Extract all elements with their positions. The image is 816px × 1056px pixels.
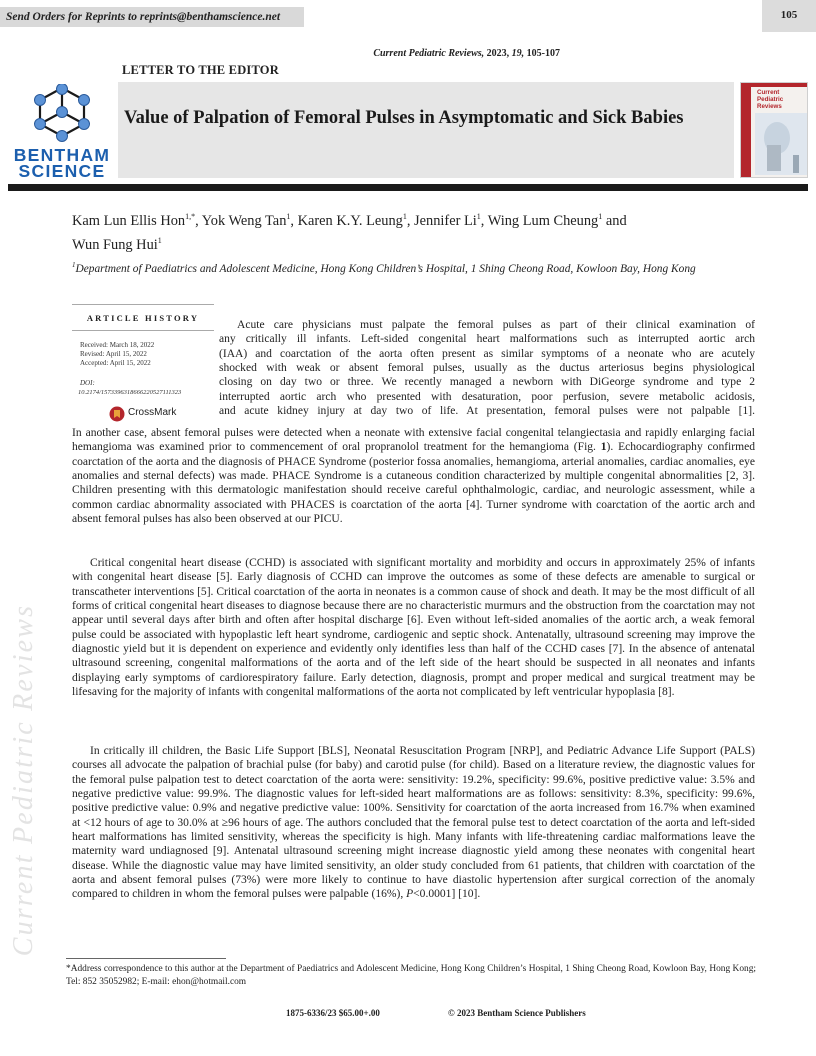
- journal-year: 2023,: [484, 48, 512, 59]
- paragraph-text: In another case, absent femoral pulses were detected when a neonate with extensive facial congenital telangiectasia and rapidly enlarging facial hemangioma was examined prior to commencement of oral propranolol treatment for the hemangioma (Fig.: [72, 427, 755, 454]
- journal-cover-thumbnail: [740, 82, 808, 178]
- journal-watermark: Current Pediatric Reviews: [8, 603, 39, 957]
- author: Wing Lum Cheung: [487, 212, 599, 229]
- revised-date: Revised: April 15, 2022: [80, 350, 147, 358]
- journal-citation: [300, 48, 560, 59]
- doi-label: DOI:: [80, 379, 95, 387]
- text-line: shocked with weak or absent femoral pulses, usually as the ductus arteriosus begins physiological: [219, 362, 755, 375]
- paragraph-text: ). Echocardiography confirmed coarctation of the aorta and the diagnosis of PHACE Syndrome (posterior fossa anomalies, hemangioma, arterial anomalies, cardiac anomalies, eye anomalies and sternal defects) was made. PHACE Syndrome is a cutaneous condition characterized by multiple congenital abnormalities [2, 3]. Children presenting with this dermatologic manifestation should receive careful ophthalmologic, cardiac, and neurologic assessment, while a common cardiac abnormality associated with PHACES is coarctation of the aorta [4]. Turner syndrome with coarctation of the aortic arch and absent femoral pulses has also been observed at our PICU.: [72, 441, 755, 526]
- bentham-science-logo: [10, 84, 114, 180]
- author-affiliation-mark: 1: [402, 212, 407, 221]
- molecule-icon: [10, 84, 114, 146]
- paragraph-text: In critically ill children, the Basic Life Support [BLS], Neonatal Resuscitation Program [NRP], and Pediatric Advance Life Support (PALS) courses all advocate the palpation of brachial pulse (for baby) and carotid pulse (for child). Based on a literature review, the diagnostic values for the femoral pulse palpation test to detect coarctation of the aorta were: sensitivity: 19.2%, specificity: 99.6%, positive predictive value: 3.5% and negative predictive value: 99.9%. The diagnostic values for left-sided heart malformations are as follows: sensitivity: 8.3%, specificity: 99.6%, positive predictive value: 0.9% and negative predictive value: 100%. Sensitivity for coarctation of the aorta increased from 16.7% when examined at <12 hours of age to 30.0% at ≥96 hours of age. The authors concluded that the femoral pulse test to detect coarctation of the aorta and left-sided heart malformations has limited sensitivity, whereas the specificity is high. Many infants with life-threatening cardiac malformations leave the maternity ward undiagnosed [9]. Antenatal ultrasound screening might increase diagnostic yield among these neonates with congenital heart disease. While the diagnostic value may have limited sensitivity, an older study concluded from 61 patients, that children with coarctation of the aorta and absent femoral pulses (73%) were more likely to continue to have diastolic hypertension after surgical correction of the anomaly compared to children in whom the femoral pulses were palpable (16%),: [72, 745, 755, 901]
- crossmark-icon: [109, 406, 125, 422]
- received-date: Received: March 18, 2022: [80, 341, 155, 349]
- issn-price: 1875-6336/23 $65.00+.00: [286, 1008, 380, 1018]
- text-line: Acute care physicians must palpate the femoral pulses as part of their clinical examination of: [237, 319, 755, 331]
- paragraph-2: [72, 556, 755, 699]
- figure-reference[interactable]: 1: [600, 441, 607, 454]
- title-band: [118, 82, 734, 178]
- correspondence-footnote: *Address correspondence to this author at the Department of Paediatrics and Adolescent Medicine, Hong Kong Children’s Hospital, 1 Shing Cheong Road, Kowloon Bay, Hong Kong; Tel: 852 35052982; E-mail: ehon@hotmail.com: [66, 964, 756, 987]
- footnote-rule: [66, 958, 226, 959]
- author-affiliation-mark: 1,*: [185, 212, 196, 221]
- author-affiliation-mark: 1: [476, 212, 481, 221]
- journal-name: Current Pediatric Reviews,: [373, 48, 485, 59]
- author: Jennifer Li: [414, 212, 477, 229]
- paragraph-1-intro: [219, 318, 755, 418]
- author: Yok Weng Tan: [201, 212, 287, 229]
- crossmark-badge[interactable]: [109, 406, 189, 422]
- p-value-symbol: P: [406, 888, 414, 901]
- journal-volume: 19,: [511, 48, 525, 59]
- doi-link[interactable]: 10.2174/1573396318666220527111323: [78, 389, 182, 396]
- article-title: Value of Palpation of Femoral Pulses in Asymptomatic and Sick Babies: [124, 108, 684, 128]
- text-line: and acute kidney injury at day two of life. At presentation, femoral pulses were not palpable [1].: [219, 405, 755, 418]
- logo-word-science: SCIENCE: [18, 161, 106, 181]
- accepted-date: Accepted: April 15, 2022: [80, 359, 151, 367]
- paragraph-text: Critical congenital heart disease (CCHD) is associated with significant mortality and morbidity and occurs in approximately 25% of infants with congenital heart disease [5]. Early diagnosis of CCHD can improve the outcomes as some of these defects are amenable to surgical or transcatheter interventions [5]. Critical coarctation of the aorta in neonates is a common cause of shock and death. It may be the most difficult of all forms of critical congenital heart diseases to diagnose because there are no characteristic murmurs and the obstruction from the coarctation may not appear until several days after birth and often after hospital discharge [6]. Even without left-sided anomalies of the aortic arch, a weak femoral pulse could be associated with hypoplastic left heart syndrome, cardiogenic and septic shock. Antenatally, ultrasound screening may improve the diagnostic yield but it is dependent on experience and evidently only identifies less than half of the CCHD cases [7]. In the absence of antenatal ultrasound screening, congenital malformations of the aorta and of the left side of the heart should be suspected in all neonates and infants displaying early symptoms of cardiorespiratory failure. Early detection, diagnosis, prompt and proper medical and surgical treatment may be lifesaving for the majority of infants with congenital malformations of the aorta not complicated by left ventricular hypoplasia [8].: [72, 557, 755, 699]
- text-line: closing on day two or three. We recently managed a newborn with DiGeorge syndrome and type 2: [219, 376, 755, 389]
- author-affiliation-mark: 1: [157, 235, 162, 245]
- text-line: (IAA) and coarctation of the aorta often present as similar symptoms of a neonate who are acutely: [219, 347, 755, 360]
- paragraph-1-continued: [72, 426, 755, 526]
- paragraph-text: <0.0001] [10].: [413, 888, 481, 901]
- text-line: any critically ill infants. Left-sided congenital heart malformations such as interrupted aortic arch: [219, 333, 755, 346]
- text-line: interrupted aortic arch who presented with desaturation, poor perfusion, severe metabolic acidosis,: [219, 390, 755, 403]
- author: Karen K.Y. Leung: [297, 212, 403, 229]
- logo-word-bentham: BENTHAM: [13, 145, 111, 165]
- journal-pages: 105-107: [524, 48, 560, 59]
- header-rule: [8, 184, 808, 191]
- copyright: © 2023 Bentham Science Publishers: [448, 1008, 586, 1018]
- author: Wun Fung Hui: [72, 236, 158, 253]
- paragraph-3: [72, 744, 755, 902]
- author-list: Kam Lun Ellis Hon$^{1,*}$, Yok Weng Tan$^1$, Karen K.Y. Leung$^1$, Jennifer Li$^1$, Wing Lum Cheung$^1$ and Wun Fung Hui$^1$: [72, 212, 627, 253]
- author-affiliation-mark: 1: [286, 212, 291, 221]
- affiliation-mark: 1: [72, 261, 76, 269]
- affiliation: [72, 257, 752, 277]
- reprints-banner: Send Orders for Reprints to reprints@benthamscience.net: [0, 7, 304, 27]
- page-number: 105: [762, 0, 816, 32]
- crossmark-label: CrossMark: [128, 407, 177, 418]
- history-rule: [72, 330, 214, 331]
- affiliation-text: Department of Paediatrics and Adolescent Medicine, Hong Kong Children’s Hospital, 1 Shing Cheong Road, Kowloon Bay, Hong Kong: [75, 262, 696, 275]
- author: Kam Lun Ellis Hon: [72, 212, 186, 229]
- article-history-heading: ARTICLE HISTORY: [86, 313, 200, 323]
- author-affiliation-mark: 1: [598, 212, 603, 221]
- history-rule: [72, 304, 214, 305]
- section-label: LETTER TO THE EDITOR: [122, 63, 279, 77]
- cover-title: Current Pediatric Reviews: [757, 89, 784, 110]
